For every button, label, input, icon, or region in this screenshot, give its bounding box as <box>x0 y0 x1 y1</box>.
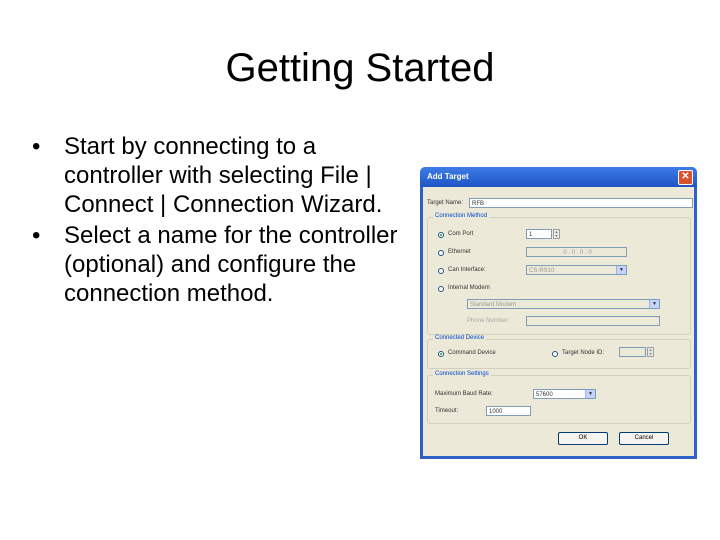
target-name-label: Target Name: <box>427 200 464 206</box>
bullet-text: Start by connecting to a controller with selecting File | Connect | Connection Wizard. <box>64 133 383 218</box>
dialog-titlebar <box>420 167 697 187</box>
modem-select[interactable] <box>467 299 660 309</box>
chevron-down-icon[interactable]: ▼ <box>616 266 626 274</box>
timeout-input[interactable]: 1000 <box>486 406 531 416</box>
baud-rate-label: Maximum Baud Rate: <box>435 391 493 397</box>
ethernet-radio[interactable] <box>438 250 444 256</box>
connection-settings-legend: Connection Settings <box>435 371 489 377</box>
connection-settings-group <box>427 371 691 424</box>
chevron-down-icon[interactable]: ▼ <box>649 300 659 308</box>
bullet-dot: • <box>32 222 41 249</box>
command-device-radio[interactable] <box>438 351 444 357</box>
bullet-item <box>32 132 412 219</box>
target-node-radio[interactable] <box>552 351 558 357</box>
target-node-input[interactable] <box>619 347 646 357</box>
can-interface-label: Can Interface: <box>448 267 486 273</box>
target-node-label: Target Node ID: <box>562 350 605 356</box>
com-port-radio[interactable] <box>438 232 444 238</box>
baud-rate-value: 57600 <box>536 392 553 398</box>
baud-rate-select[interactable] <box>533 389 596 399</box>
bullet-item <box>32 221 412 308</box>
ethernet-ip-input[interactable]: 0 . 0 . 0 . 0 <box>526 247 627 257</box>
phone-number-label: Phone Number: <box>467 318 510 324</box>
modem-value: Standard Modem <box>470 302 517 308</box>
bullet-dot: • <box>32 133 41 160</box>
chevron-down-icon[interactable]: ▼ <box>585 390 595 398</box>
add-target-dialog <box>420 167 697 459</box>
com-port-label: Com Port <box>448 231 474 237</box>
dialog-body <box>423 187 694 456</box>
can-interface-radio[interactable] <box>438 268 444 274</box>
close-icon[interactable]: ✕ <box>678 170 693 185</box>
timeout-label: Timeout: <box>435 408 459 414</box>
phone-number-input[interactable] <box>526 316 660 326</box>
connected-device-legend: Connected Device <box>435 335 485 341</box>
com-port-input[interactable]: 1 <box>526 229 552 239</box>
can-interface-select[interactable] <box>526 265 627 275</box>
bullet-list <box>32 132 412 310</box>
ethernet-label: Ethernet <box>448 249 471 255</box>
cancel-button[interactable]: Cancel <box>619 432 669 445</box>
command-device-label: Command Device <box>448 350 496 356</box>
internal-modem-radio[interactable] <box>438 286 444 292</box>
target-name-input[interactable]: RFB <box>469 198 693 208</box>
bullet-text: Select a name for the controller (optional) and configure the connection method. <box>64 222 398 307</box>
target-node-spinner[interactable]: ▴ ▾ <box>647 347 654 357</box>
ok-button[interactable]: OK <box>558 432 608 445</box>
com-port-spinner[interactable]: ▴ ▾ <box>553 229 560 239</box>
slide-title: Getting Started <box>225 46 495 90</box>
can-interface-value: CS-RS10 <box>529 268 555 274</box>
internal-modem-label: Internal Modem <box>448 285 490 291</box>
connection-method-legend: Connection Method <box>435 213 488 219</box>
dialog-title: Add Target <box>427 172 469 181</box>
